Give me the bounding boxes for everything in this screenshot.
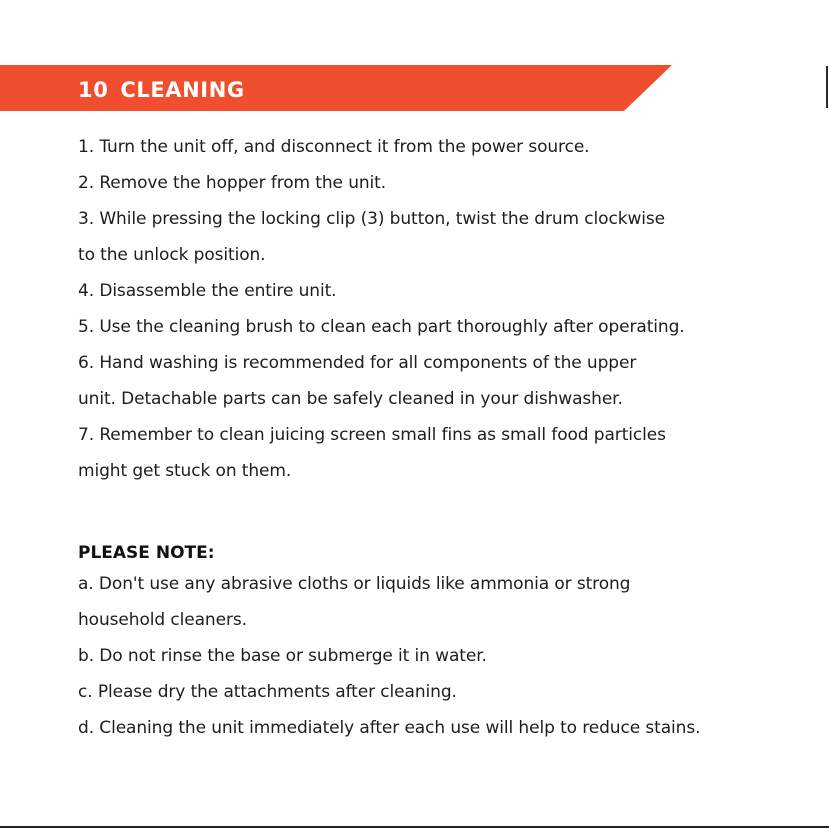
step-line: might get stuck on them. — [78, 461, 292, 481]
footer-rule — [0, 826, 829, 828]
step-line: 5. Use the cleaning brush to clean each part thoroughly after operating. — [78, 317, 685, 337]
note-line: household cleaners. — [78, 610, 247, 630]
step-line: 7. Remember to clean juicing screen small fins as small food particles — [78, 425, 666, 445]
page-edge-mark — [826, 66, 828, 108]
note-line: d. Cleaning the unit immediately after each use will help to reduce stains. — [78, 718, 701, 738]
step-line: to the unlock position. — [78, 245, 266, 265]
note-line: a. Don't use any abrasive cloths or liquids like ammonia or strong — [78, 574, 631, 594]
note-line: c. Please dry the attachments after cleaning. — [78, 682, 457, 702]
step-line: 1. Turn the unit off, and disconnect it from the power source. — [78, 137, 590, 157]
note-heading: PLEASE NOTE: — [78, 543, 215, 563]
section-title: 10 CLEANING — [78, 78, 245, 102]
step-line: 3. While pressing the locking clip (3) button, twist the drum clockwise — [78, 209, 665, 229]
step-line: unit. Detachable parts can be safely cleaned in your dishwasher. — [78, 389, 623, 409]
step-line: 4. Disassemble the entire unit. — [78, 281, 337, 301]
section-banner — [0, 65, 672, 111]
step-line: 2. Remove the hopper from the unit. — [78, 173, 387, 193]
note-line: b. Do not rinse the base or submerge it in water. — [78, 646, 487, 666]
step-line: 6. Hand washing is recommended for all components of the upper — [78, 353, 637, 373]
